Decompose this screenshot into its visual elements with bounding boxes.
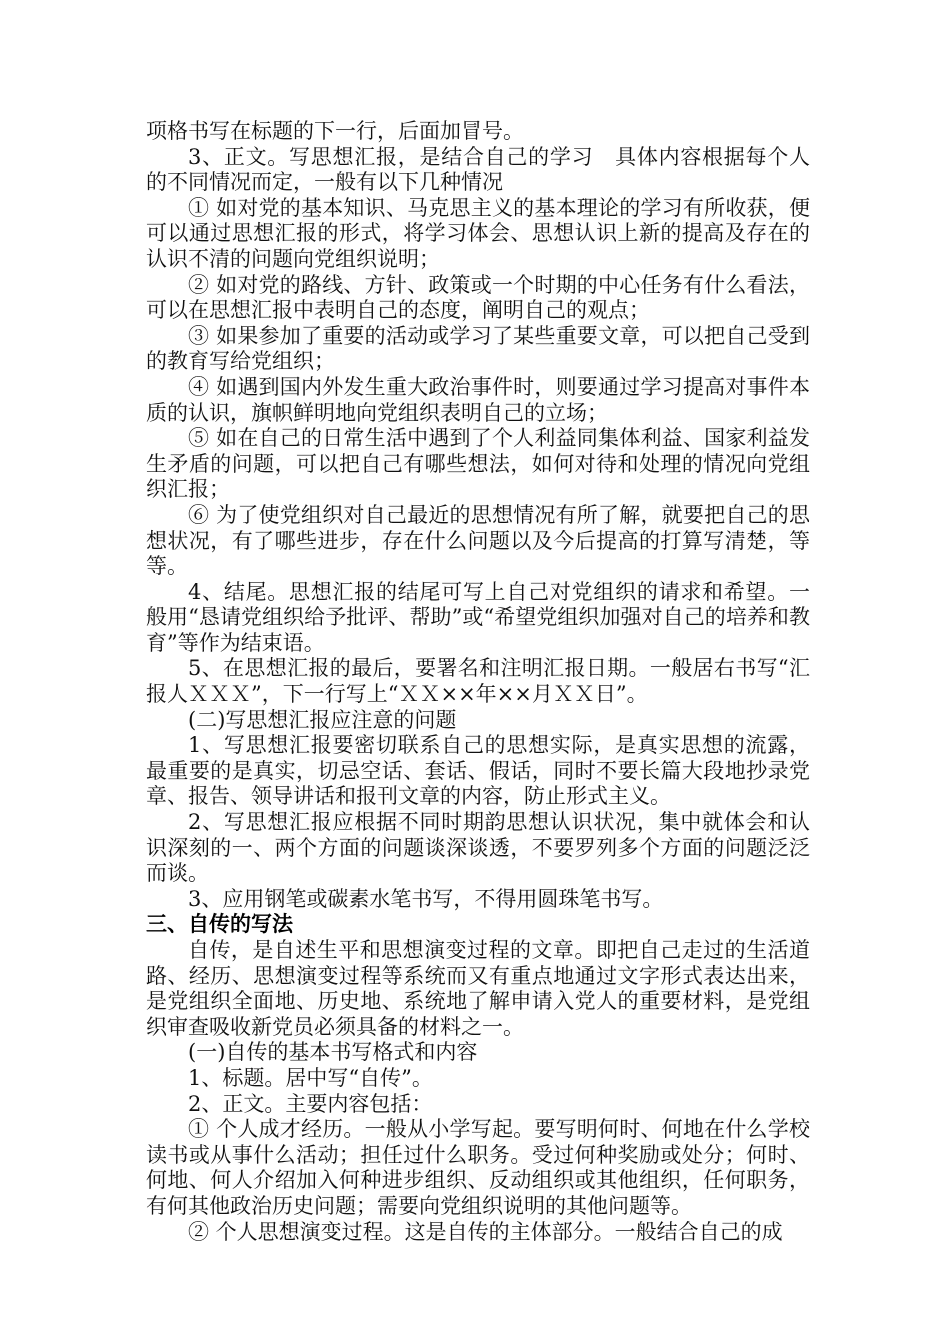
subsection-heading: (一)自传的基本书写格式和内容 xyxy=(188,1040,478,1065)
paragraph: ⑥ 为了使党组织对自己最近的思想情况有所了解，就要把自己的思想状况，有了哪些进步，存在什么问题以及今后提高的打算写清楚，等等。 xyxy=(146,502,810,579)
paragraph: 4、结尾。思想汇报的结尾可写上自己对党组织的请求和希望。一般用“恳请党组织给予批评、帮助”或“希望党组织加强对自己的培养和教育”等作为结束语。 xyxy=(146,579,810,655)
paragraph: 5、在思想汇报的最后，要署名和注明汇报日期。一般居右书写“汇报人ＸＸＸ”，下一行写上“ＸＸ××年××月ＸＸ日”。 xyxy=(146,656,810,707)
paragraph: 1、标题。居中写“自传”。 xyxy=(188,1065,433,1090)
paragraph: ① 如对党的基本知识、马克思主义的基本理论的学习有所收获，便可以通过思想汇报的形式，将学习体会、思想认识上新的提高及存在的认识不清的问题向党组织说明； xyxy=(146,195,810,271)
paragraph: 2、写思想汇报应根据不同时期韵思想认识状况，集中就体会和认识深刻的一、两个方面的问题谈深谈透，不要罗列多个方面的问题泛泛而谈。 xyxy=(146,810,810,886)
paragraph: 2、正文。主要内容包括： xyxy=(188,1091,433,1116)
paragraph: ② 个人思想演变过程。这是自传的主体部分。一般结合自己的成 xyxy=(188,1219,783,1244)
paragraph: 1、写思想汇报要密切联系自己的思想实际，是真实思想的流露，最重要的是真实，切忌空话、套话、假话，同时不要长篇大段地抄录党章、报告、领导讲话和报刊文章的内容，防止形式主义。 xyxy=(146,733,810,809)
paragraph: ① 个人成才经历。一般从小学写起。要写明何时、何地在什么学校读书或从事什么活动；担任过什么职务。受过何种奖励或处分；何时、何地、何人介绍加入何种进步组织、反动组织或其他组织，任何职务，有何其他政治历史问题；需要向党组织说明的其他问题等。 xyxy=(146,1117,810,1218)
paragraph: 自传，是自述生平和思想演变过程的文章。即把自己走过的生活道路、经历、思想演变过程等系统而又有重点地通过文字形式表达出来，是党组织全面地、历史地、系统地了解申请入党人的重要材料，是党组织审查吸收新党员必须具备的材料之一。 xyxy=(146,938,810,1039)
document-body xyxy=(146,119,810,1245)
paragraph: ⑤ 如在自己的日常生活中遇到了个人利益同集体利益、国家利益发生矛盾的问题，可以把自己有哪些想法，如何对待和处理的情况向党组织汇报； xyxy=(146,426,810,502)
subsection-heading: (二)写思想汇报应注意的问题 xyxy=(188,707,457,732)
paragraph: ③ 如果参加了重要的活动或学习了某些重要文章，可以把自己受到的教育写给党组织； xyxy=(146,323,810,374)
paragraph: 3、应用钢笔或碳素水笔书写，不得用圆珠笔书写。 xyxy=(188,886,664,911)
paragraph: 项格书写在标题的下一行，后面加冒号。 xyxy=(146,119,524,143)
paragraph: ④ 如遇到国内外发生重大政治事件时，则要通过学习提高对事件本质的认识，旗帜鲜明地向党组织表明自己的立场； xyxy=(146,374,810,425)
paragraph: 3、正文。写思想汇报，是结合自己的学习 具体内容根据每个人的不同情况而定，一般有以下几种情况 xyxy=(146,144,810,195)
section-heading: 三、自传的写法 xyxy=(146,912,293,937)
paragraph: ② 如对党的路线、方针、政策或一个时期的中心任务有什么看法，可以在思想汇报中表明自己的态度，阐明自己的观点； xyxy=(146,272,810,323)
